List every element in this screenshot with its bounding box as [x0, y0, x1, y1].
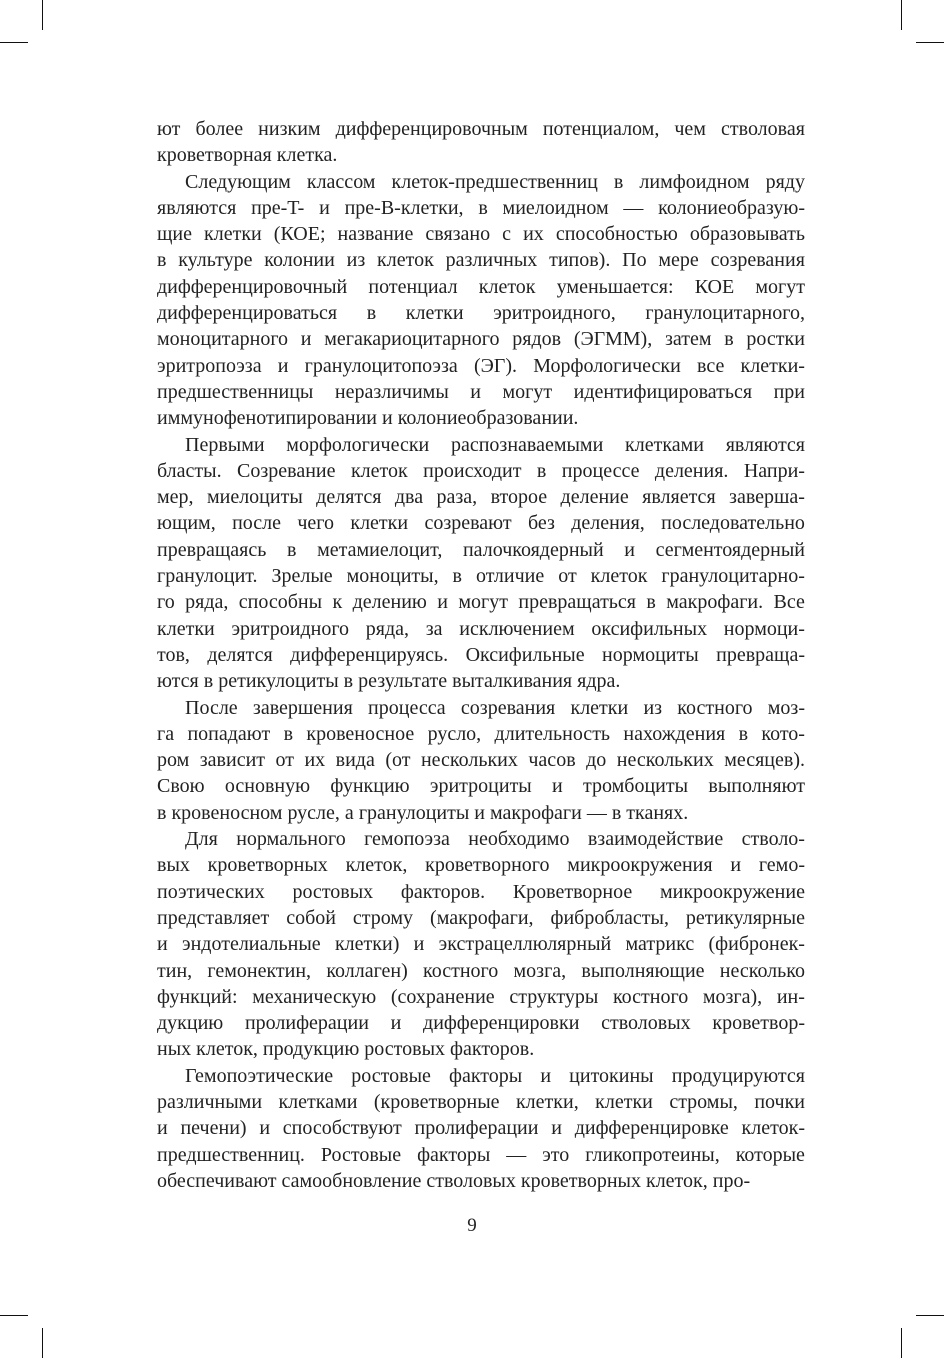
text-line: различными клетками (кроветворные клетки, клетки стромы, почки — [157, 1090, 805, 1113]
text-line: дифференцировочный потенциал клеток уменьшается: КОЕ могут — [157, 275, 805, 298]
crop-mark-top-right-h — [916, 42, 944, 43]
text-line: ющим, после чего клетки созревают без деления, последовательно — [157, 512, 805, 535]
text-line: дифференцироваться в клетки эритроидного, гранулоцитарного, — [157, 302, 805, 325]
text-line: ются в ретикулоциты в результате выталкивания ядра. — [157, 670, 621, 693]
text-line: обеспечивают самообновление стволовых кроветворных клеток, про- — [157, 1169, 751, 1192]
text-line: Свою основную функцию эритроциты и тромбоциты выполняют — [157, 775, 805, 798]
text-line: предшественницы неразличимы и могут идентифицироваться при — [157, 380, 805, 403]
crop-mark-bottom-left-h — [0, 1315, 28, 1316]
paragraph — [157, 432, 805, 695]
body-text — [157, 116, 805, 1194]
crop-mark-top-right-v — [901, 0, 902, 30]
text-line: представляет собой строму (макрофаги, фибробласты, ретикулярные — [157, 906, 805, 929]
crop-mark-top-left-v — [42, 0, 43, 30]
text-line: щие клетки (КОЕ; название связано с их способностью образовывать — [157, 223, 805, 246]
page-number: 9 — [467, 1215, 477, 1236]
text-line: вых кроветворных клеток, кроветворного микроокружения и гемо- — [157, 854, 805, 877]
text-line: Следующим классом клеток-предшественниц в лимфоидном ряду — [185, 170, 805, 193]
text-line: функций: механическую (сохранение структуры костного мозга), ин- — [157, 985, 805, 1008]
text-line: ром зависит от их вида (от нескольких часов до нескольких месяцев). — [157, 749, 805, 772]
text-line: После завершения процесса созревания клетки из костного моз- — [185, 696, 805, 719]
text-line: Первыми морфологически распознаваемыми клетками являются — [185, 433, 805, 456]
text-line: гранулоцит. Зрелые моноциты, в отличие от клеток гранулоцитарно- — [157, 565, 805, 588]
paragraph — [157, 695, 805, 826]
text-line: превращаясь в метамиелоцит, палочкоядерный и сегментоядерный — [157, 538, 805, 561]
text-line: и эндотелиальные клетки) и экстрацеллюлярный матрикс (фибронек- — [157, 933, 805, 956]
text-line: кроветворная клетка. — [157, 144, 338, 167]
text-line: эритропоэза и гранулоцитопоэза (ЭГ). Морфологически все клетки- — [157, 354, 805, 377]
text-line: тин, гемонектин, коллаген) костного мозга, выполняющие несколько — [157, 959, 805, 982]
text-line: дукцию пролиферации и дифференцировки стволовых кроветвор- — [157, 1012, 805, 1035]
paragraph — [157, 116, 805, 169]
text-line: моноцитарного и мегакариоцитарного рядов (ЭГММ), затем в ростки — [157, 328, 805, 351]
text-line: ных клеток, продукцию ростовых факторов. — [157, 1038, 535, 1061]
text-line: являются пре-T- и пре-B-клетки, в миелоидном — колониеобразую- — [157, 196, 805, 219]
text-line: в культуре колонии из клеток различных типов). По мере созревания — [157, 249, 805, 272]
paragraph — [157, 826, 805, 1063]
crop-mark-bottom-right-v — [901, 1328, 902, 1358]
crop-mark-bottom-left-v — [42, 1328, 43, 1358]
paragraph — [157, 1063, 805, 1194]
text-line: го ряда, способны к делению и могут превращаться в макрофаги. Все — [157, 591, 805, 614]
text-line: предшественниц. Ростовые факторы — это гликопротеины, которые — [157, 1143, 805, 1166]
text-line: тов, делятся дифференцируясь. Оксифильные нормоциты превраща- — [157, 643, 805, 666]
paragraph — [157, 169, 805, 432]
text-line: ют более низким дифференцировочным потенциалом, чем стволовая — [157, 118, 805, 140]
text-line: га попадают в кровеносное русло, длительность нахождения в кото- — [157, 722, 805, 745]
crop-mark-top-left-h — [0, 42, 28, 43]
text-line: в кровеносном русле, а гранулоциты и макрофаги — в тканях. — [157, 801, 689, 824]
text-line: мер, миелоциты делятся два раза, второе деление является заверша- — [157, 486, 805, 509]
text-line: Для нормального гемопоэза необходимо взаимодействие стволо- — [185, 828, 805, 851]
text-line: Гемопоэтические ростовые факторы и цитокины продуцируются — [185, 1064, 805, 1087]
crop-mark-bottom-right-h — [916, 1315, 944, 1316]
text-line: клетки эритроидного ряда, за исключением оксифильных нормоци- — [157, 617, 805, 640]
text-line: и печени) и способствуют пролиферации и дифференцировке клеток- — [157, 1117, 805, 1140]
text-line: иммунофенотипировании и колониеобразовании. — [157, 407, 579, 430]
text-line: бласты. Созревание клеток происходит в процессе деления. Напри- — [157, 459, 805, 482]
text-line: поэтических ростовых факторов. Кроветворное микроокружение — [157, 880, 805, 903]
